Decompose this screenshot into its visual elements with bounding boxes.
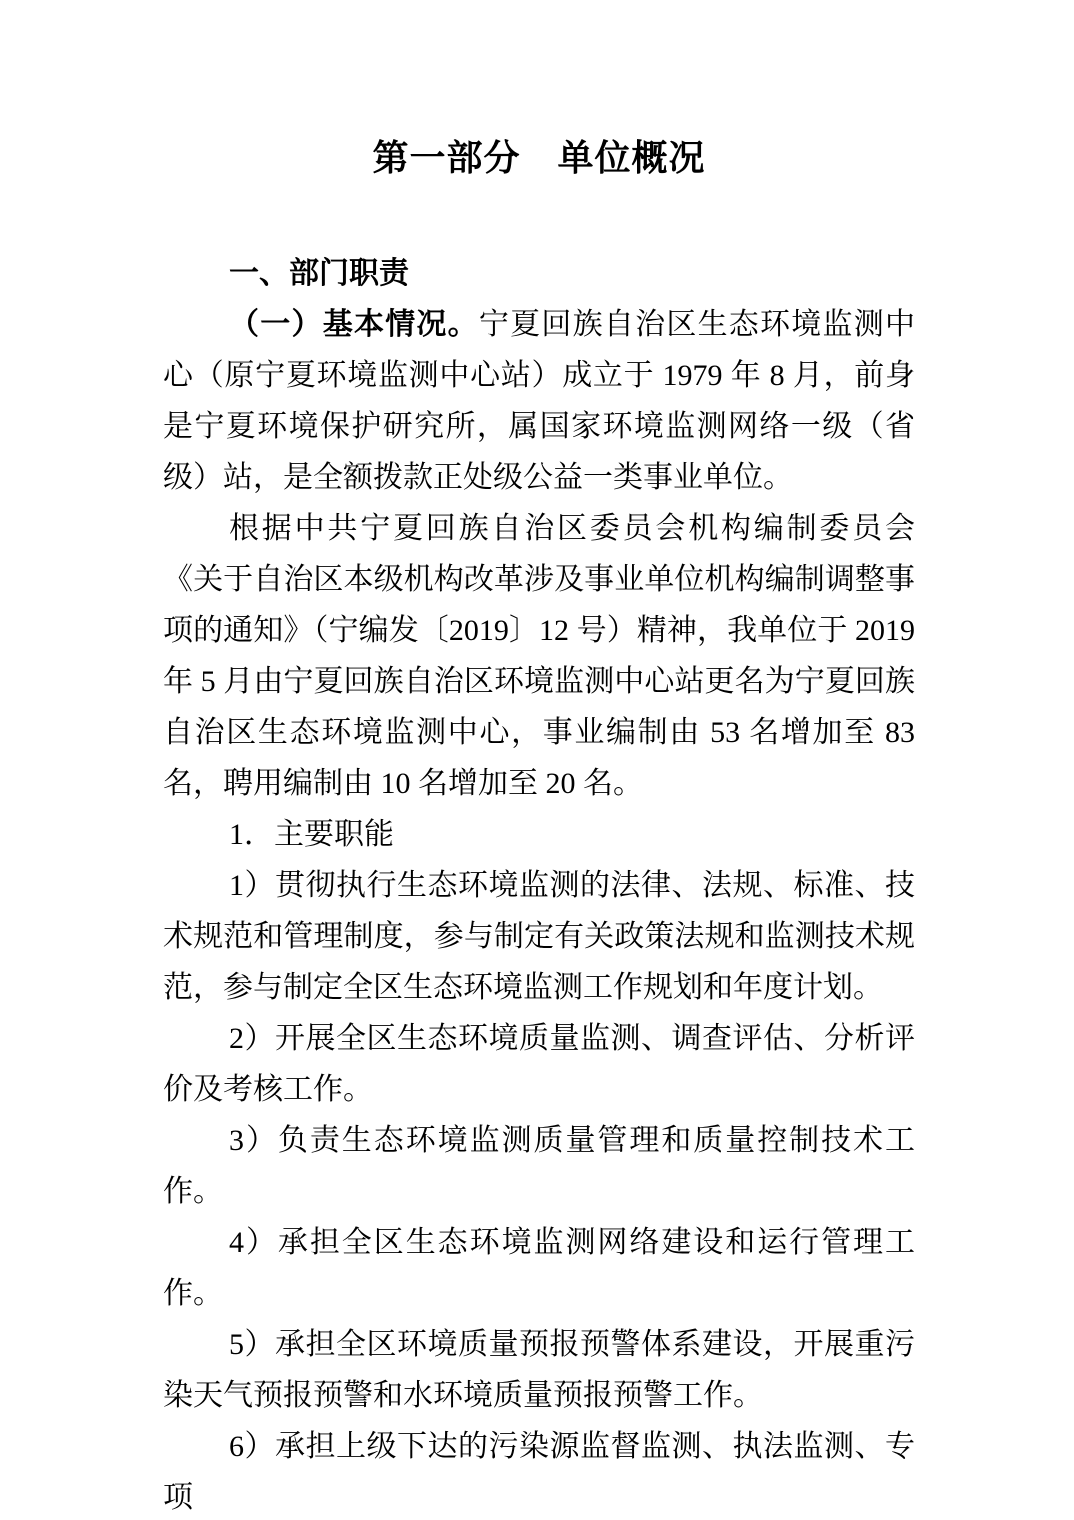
para-function-6: 6）承担上级下达的污染源监督监测、执法监测、专项 (163, 1430, 915, 1514)
para-function-4: 4）承担全区生态环境监测网络建设和运行管理工作。 (163, 1226, 915, 1310)
para-function-1: 1）贯彻执行生态环境监测的法律、法规、标准、技术规范和管理制度，参与制定有关政策法规和监测技术规范，参与制定全区生态环境监测工作规划和年度计划。 (163, 869, 915, 1004)
para-main-functions-heading: 1．主要职能 (229, 818, 394, 851)
document-body (163, 299, 915, 1520)
document-title: 第一部分 单位概况 (372, 137, 706, 178)
para-basic-info (163, 299, 915, 503)
para-basic-info-text: 宁夏回族自治区生态环境监测中心（原宁夏环境监测中心站）成立于 1979 年 8 月，前身是宁夏环境保护研究所，属国家环境监测网络一级（省级）站，是全额拨款正处级公益一类事业单位。 (163, 308, 916, 494)
para-basic-info-lead: （一）基本情况。 (229, 308, 479, 341)
para-function-5: 5）承担全区环境质量预报预警体系建设，开展重污染天气预报预警和水环境质量预报预警工作。 (163, 1328, 915, 1412)
para-function-2: 2）开展全区生态环境质量监测、调查评估、分析评价及考核工作。 (163, 1022, 915, 1106)
section-heading: 一、部门职责 (229, 257, 409, 290)
para-function-3: 3）负责生态环境监测质量管理和质量控制技术工作。 (163, 1124, 915, 1208)
para-renaming: 根据中共宁夏回族自治区委员会机构编制委员会《关于自治区本级机构改革涉及事业单位机构编制调整事项的通知》（宁编发〔2019〕12 号）精神，我单位于 2019 年 5 月由宁夏回族自治区环境监测中心站更名为宁夏回族自治区生态环境监测中心，事业编制由 53 名增加至 83 名，聘用编制由 10 名增加至 20 名。 (163, 512, 915, 800)
